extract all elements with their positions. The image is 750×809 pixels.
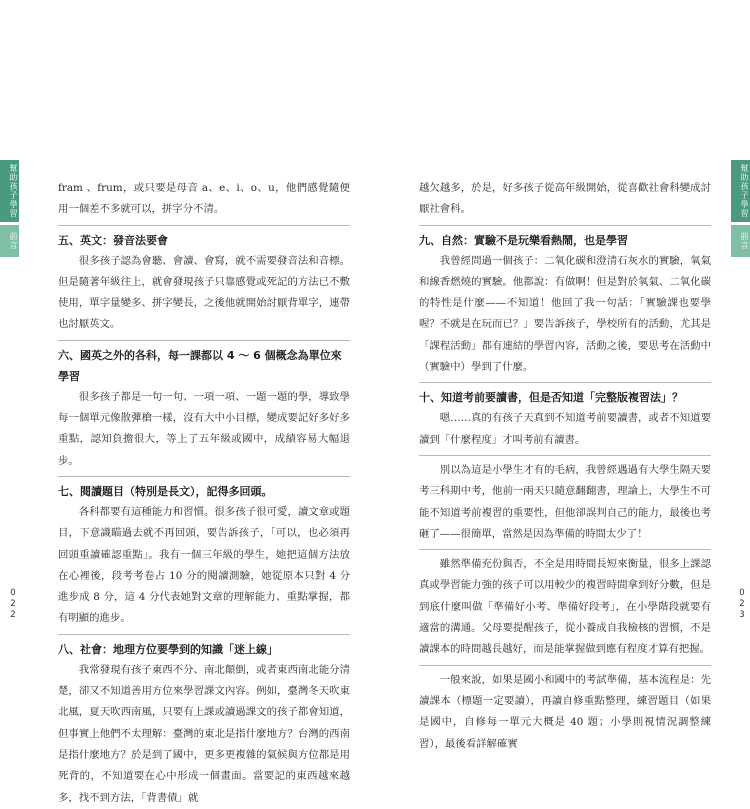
section-text: 很多孩子都是一句一句、一項一項、一題一題的學，導致學每一個單元像散彈槍一樣，沒有大中小目標，變成要記好多好多重點，認知負擔很大，等上了五年級或國中，成績容易大幅退步。 xyxy=(58,390,350,467)
section-7 xyxy=(58,481,350,630)
section-text: 我常發現有孩子東西不分、南北顛倒，或者東西南北能分清楚，卻又不知道善用方位來學習課文內容。例如，臺灣冬天吹東北風，夏天吹西南風，只要有上課或讀過課文的孩子都會知道，但事實上他們不太理解：臺灣的東北是指什麼地方？台灣的西南是指什麼地方？於是到了國中，更多更複雜的氣候與方位都是用死背的，不知道要在心中形成一個畫面。當要記的東西越來越多，找不到方法，「背書債」就 xyxy=(58,663,350,804)
section-heading: 五、英文：發音法要會 xyxy=(58,233,168,247)
section-text: 很多孩子認為會聽、會讀、會寫，就不需要發音法和音標。但是隨著年級往上，就會發現孩子只靠感覺或死記的方法已不敷使用，單字量變多、拼字變長，之後他就開始討厭背單字，連帶也討厭英文。 xyxy=(58,254,350,331)
series-tab-left: 幫助孩子學習 xyxy=(0,160,19,222)
divider xyxy=(419,225,711,226)
left-page xyxy=(58,178,350,809)
section-text: 我曾經問過一個孩子：二氧化碳和澄清石灰水的實驗，氧氣和線香燃燒的實驗。他都說：有做啊！但是對於氧氣、二氧化碳的特性是什麼——不知道！他回了我一句話：「實驗課也要學喔？不就是在玩而已？」要告訴孩子，學校所有的活動，尤其是「課程活動」都有連結的學習內容，活動之後，要思考在活動中（實驗中）學到了什麼。 xyxy=(419,254,711,374)
section-text: 嗯……真的有孩子天真到不知道考前要讀書，或者不知道要讀到「什麼程度」才叫考前有讀書。 xyxy=(419,412,711,446)
left-intro-text: fram 、frum，或只要是母音 a、e、i、o、u，他們感覺隨便用一個差不多就可以，拼字分不清。 xyxy=(58,182,350,216)
divider xyxy=(58,225,350,226)
section-text: 一般來說，如果是國小和國中的考試準備，基本流程是：先讀課本（標題一定要讀），再讀自修重點整理，練習題目（如果是國中，自修每一單元大概是 40 題；小學則視情況調整練習），最後看詳解確實 xyxy=(419,673,711,750)
divider xyxy=(58,476,350,477)
right-intro-text: 越欠越多，於是，好多孩子從高年級開始，從喜歡社會科變成討厭社會科。 xyxy=(419,182,711,216)
section-8 xyxy=(58,639,350,809)
divider xyxy=(58,340,350,341)
section-6 xyxy=(58,345,350,472)
divider xyxy=(419,382,711,383)
page-number-left: 022 xyxy=(8,588,18,621)
section-heading: 十、知道考前要讀書，但是否知道「完整版複習法」？ xyxy=(419,391,683,405)
divider xyxy=(419,455,711,456)
section-heading: 七、閱讀題目（特別是長文），記得多回頭。 xyxy=(58,484,273,498)
right-page xyxy=(419,178,711,755)
section-tab-left: 前言 xyxy=(0,225,19,257)
section-tab-right: 前言 xyxy=(731,225,750,257)
section-5 xyxy=(58,230,350,336)
divider xyxy=(58,634,350,635)
divider xyxy=(419,549,711,550)
section-heading: 八、社會：地理方位要學到的知識「迷上線」 xyxy=(58,642,278,656)
section-9 xyxy=(419,230,711,379)
section-text: 雖然準備充份與否，不全是用時間長短來衡量，很多上課認真或學習能力強的孩子可以用較少的複習時間拿到好分數，但是到底什麼叫做「準備好小考、準備好段考」，在小學階段就要有適當的溝通。父母要提醒孩子，從小養成自我檢核的習慣，不是讀課本的時間越長越好，而是能掌握做到應有程度才算有把握。 xyxy=(419,558,711,656)
section-text: 別以為這是小學生才有的毛病，我曾經遇過有大學生隔天要考三科期中考，他前一兩天只隨意翻翻書，理論上，大學生不可能不知道考前複習的重要性，但他卻誤判自己的能力，最後也考砸了——很簡單，當然是因為準備的時間太少了！ xyxy=(419,463,711,540)
series-tab-right: 幫助孩子學習 xyxy=(731,160,750,222)
section-text: 各科都要有這種能力和習慣。很多孩子很可愛，讀文章或題目，下意識瞄過去就不再回頭，要告訴孩子，「可以，也必須再回頭重讀確認重點」。我有一個三年級的學生，她把這個方法放在心裡後，段考考卷占 10 分的閱讀測驗，她從原本只對 4 分進步成 8 分，這 4 分代表她對文章的理解能力、重點掌握，都有明顯的進步。 xyxy=(58,505,350,625)
divider xyxy=(419,665,711,666)
section-heading: 九、自然：實驗不是玩樂看熱鬧，也是學習 xyxy=(419,233,628,247)
page-number-right: 023 xyxy=(737,588,747,621)
section-10 xyxy=(419,387,711,754)
section-heading: 六、國英之外的各科，每一課都以 4 ～ 6 個概念為單位來學習 xyxy=(58,348,342,383)
